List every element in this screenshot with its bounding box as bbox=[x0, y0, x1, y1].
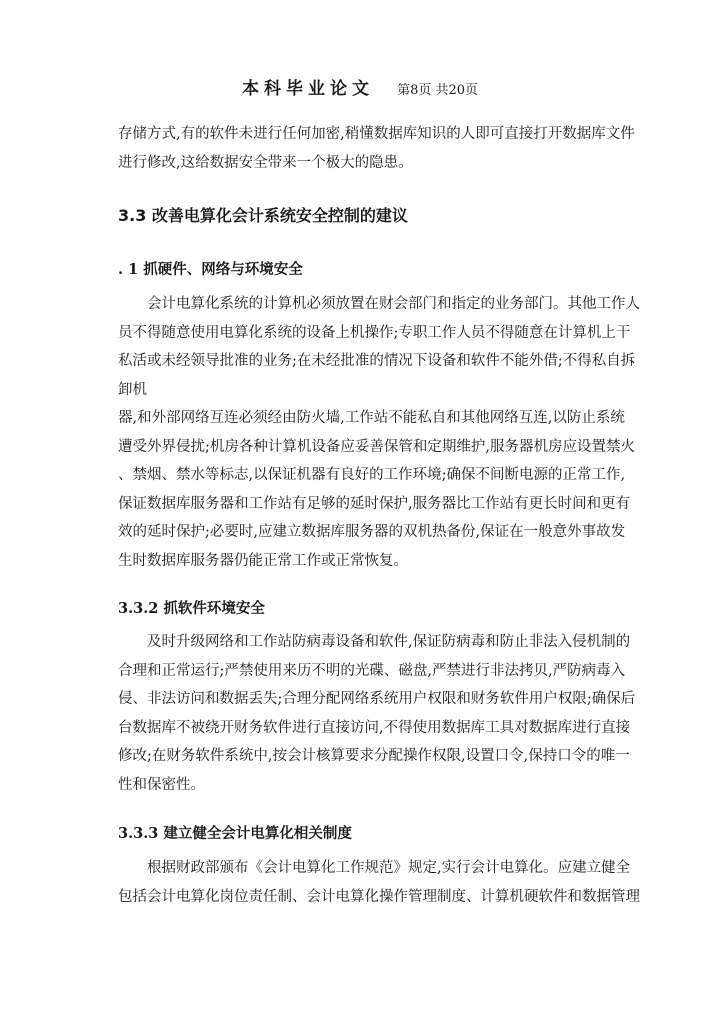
paragraph-line: 器,和外部网络互连必须经由防火墙,工作站不能私自和其他网络互连,以防止系统 bbox=[118, 410, 625, 426]
subsection-heading-hardware: . 1 抓硬件、网络与环境安全 bbox=[118, 261, 303, 278]
page-number: 第8页 共20页 bbox=[397, 83, 479, 98]
thesis-title: 本科毕业论文 bbox=[241, 79, 374, 99]
paragraph-line: 效的延时保护;必要时,应建立数据库服务器的双机热备份,保证在一般意外事故发 bbox=[118, 524, 626, 540]
paragraph-regulations bbox=[118, 854, 644, 911]
paragraph-line: 遭受外界侵扰;机房各种计算机设备应妥善保管和定期维护,服务器机房应设置禁火 bbox=[118, 438, 635, 455]
paragraph-line: 修改;在财务软件系统中,按会计核算要求分配操作权限,设置口令,保持口令的唯一 bbox=[118, 748, 630, 764]
subsection-heading-software: 3.3.2 抓软件环境安全 bbox=[118, 600, 265, 617]
subsection-heading-regulations: 3.3.3 建立健全会计电算化相关制度 bbox=[118, 825, 352, 842]
paragraph-line: 侵、非法访问和数据丢失;合理分配网络系统用户权限和财务软件用户权限;确保后 bbox=[118, 691, 636, 707]
paragraph-line: 存储方式,有的软件未进行任何加密,稍懂数据库知识的人即可直接打开数据库文件 bbox=[118, 126, 635, 142]
paragraph-line: 生时数据库服务器仍能正常工作或正常恢复。 bbox=[118, 552, 408, 569]
paragraph-hardware bbox=[118, 290, 644, 575]
paragraph-line: 私活或未经领导批准的业务;在未经批准的情况下设备和软件不能外借;不得私自拆 bbox=[118, 353, 636, 369]
paragraph-line: 进行修改,这给数据安全带来一个极大的隐患。 bbox=[118, 154, 413, 171]
paragraph-line: 员不得随意使用电算化系统的设备上机操作;专职工作人员不得随意在计算机上干 bbox=[118, 324, 631, 341]
paragraph-software bbox=[118, 628, 644, 799]
page-header bbox=[0, 74, 720, 99]
paragraph-line: 及时升级网络和工作站防病毒设备和软件,保证防病毒和防止非法入侵机制的 bbox=[147, 634, 631, 650]
paragraph-line: 、禁烟、禁水等标志,以保证机器有良好的工作环境;确保不间断电源的正常工作, bbox=[118, 467, 626, 483]
paragraph-line: 合理和正常运行;严禁使用来历不明的光碟、磁盘,严禁进行非法拷贝,严防病毒入 bbox=[118, 662, 626, 679]
section-heading: 3.3 改善电算化会计系统安全控制的建议 bbox=[118, 206, 408, 225]
paragraph-line: 台数据库不被绕开财务软件进行直接访问,不得使用数据库工具对数据库进行直接 bbox=[118, 719, 631, 736]
paragraph-line: 卸机 bbox=[118, 381, 147, 398]
intro-paragraph bbox=[118, 120, 644, 177]
paragraph-line: 会计电算化系统的计算机必须放置在财会部门和指定的业务部门。其他工作人 bbox=[147, 296, 640, 312]
paragraph-line: 根据财政部颁布《会计电算化工作规范》规定,实行会计电算化。应建立健全 bbox=[147, 860, 631, 876]
paragraph-line: 性和保密性。 bbox=[118, 776, 205, 793]
paragraph-line: 包括会计电算化岗位责任制、会计电算化操作管理制度、计算机硬软件和数据管理 bbox=[118, 888, 640, 905]
paragraph-line: 保证数据库服务器和工作站有足够的延时保护,服务器比工作站有更长时间和更有 bbox=[118, 495, 631, 512]
